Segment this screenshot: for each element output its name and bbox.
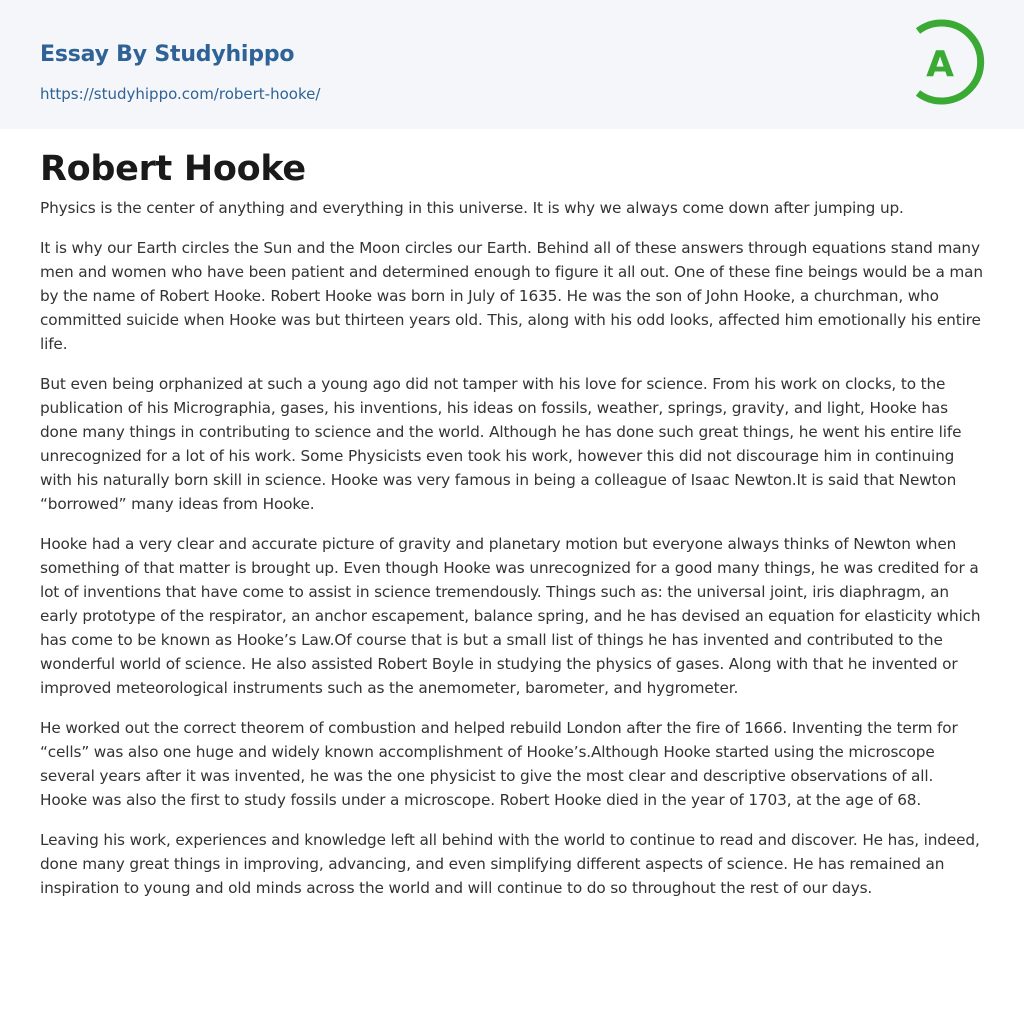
page-title: Robert Hooke: [40, 149, 306, 189]
paragraph: He worked out the correct theorem of combustion and helped rebuild London after the fire of 1666. Inventing the term for “cells” was also one huge and widely known accomplishment of Hooke’s.Although Hooke started using the microscope several years after it was invented, he was the one physicist to give the most clear and descriptive observations of all. Hooke was also the first to study fossils under a microscope. Robert Hooke died in the year of 1703, at the age of 68.: [40, 719, 958, 809]
paragraph: Physics is the center of anything and everything in this universe. It is why we always come down after jumping up.: [40, 199, 904, 217]
paragraph: Leaving his work, experiences and knowledge left all behind with the world to continue to read and discover. He has, indeed, done many great things in improving, advancing, and even simplifying different aspects of science. He has remained an inspiration to young and old minds across the world and will continue to do so throughout the rest of our days.: [40, 831, 980, 897]
paragraph: But even being orphanized at such a young ago did not tamper with his love for science. From his work on clocks, to the publication of his Micrographia, gases, his inventions, his ideas on fossils, weather, springs, gravity, and light, Hooke has done many things in contributing to science and the world. Although he has done such great things, he went his entire life unrecognized for a lot of his work. Some Physicists even took his work, however this did not discourage him in continuing with his naturally born skill in science. Hooke was very famous in being a colleague of Isaac Newton.It is said that Newton “borrowed” many ideas from Hooke.: [40, 375, 962, 513]
article-body: [40, 196, 984, 900]
paragraph: Hooke had a very clear and accurate picture of gravity and planetary motion but everyone always thinks of Newton when something of that matter is brought up. Even though Hooke was unrecognized for a good many things, he was credited for a lot of inventions that have come to assist in science tremendously. Things such as: the universal joint, iris diaphragm, an early prototype of the respirator, an anchor escapement, balance spring, and he has devised an equation for elasticity which has come to be known as Hooke’s Law.Of course that is but a small list of things he has invented and contributed to the wonderful world of science. He also assisted Robert Boyle in studying the physics of gases. Along with that he invented or improved meteorological instruments such as the anemometer, barometer, and hygrometer.: [40, 535, 981, 697]
studyhippo-logo-icon[interactable]: [910, 18, 988, 106]
brand-title[interactable]: Essay By Studyhippo: [40, 42, 295, 67]
article: [0, 129, 1024, 900]
paragraph: It is why our Earth circles the Sun and the Moon circles our Earth. Behind all of these answers through equations stand many men and women who have been patient and determined enough to figure it all out. One of these fine beings would be a man by the name of Robert Hooke. Robert Hooke was born in July of 1635. He was the son of John Hooke, a churchman, who committed suicide when Hooke was but thirteen years old. This, along with his odd looks, affected him emotionally his entire life.: [40, 239, 983, 353]
source-url-link[interactable]: https://studyhippo.com/robert-hooke/: [40, 85, 321, 103]
site-header: [0, 0, 1024, 129]
logo-letter: A: [926, 44, 954, 85]
